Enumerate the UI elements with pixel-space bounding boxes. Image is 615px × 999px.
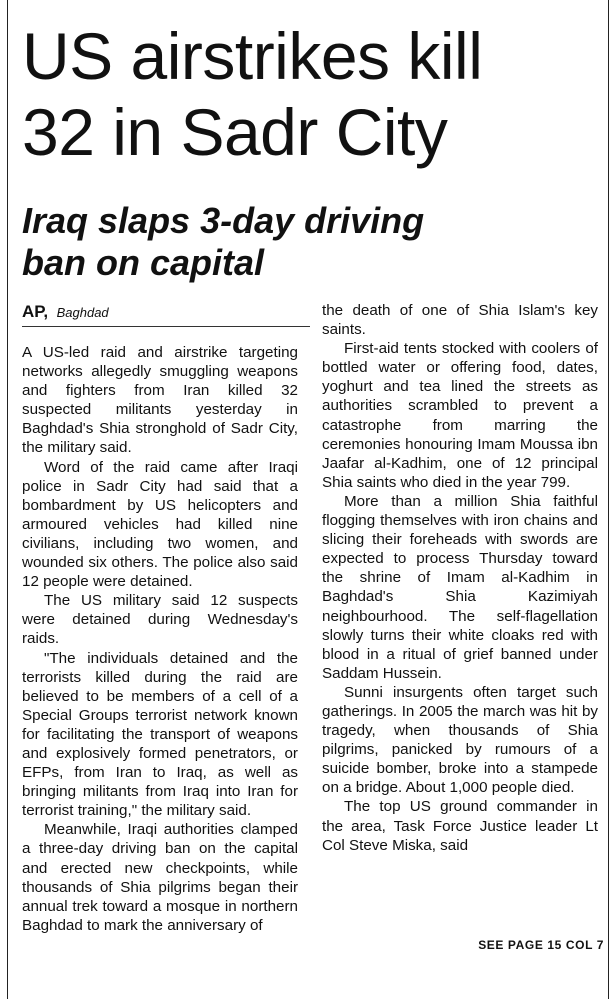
paragraph: More than a million Shia faithful flogging themselves with iron chains and slicing their foreheads with swords are expected to process Thursday toward the shrine of Imam al-Kadhim in Baghdad's Shia Kazimiyah neighbourhood. The self-flagellation slowly turns their white cloaks red with blood in a ritual of grief banned under Saddam Hussein. [322, 492, 598, 682]
paragraph: Word of the raid came after Iraqi police in Sadr City had said that a bombardment by US helicopters and armoured vehicles had killed nine civilians, including two women, and wounded six others. The police also said 12 people were detained. [22, 458, 298, 591]
right-column-rule [608, 0, 609, 999]
headline [22, 18, 608, 170]
paragraph: The top US ground commander in the area, Task Force Justice leader Lt Col Steve Miska, said [322, 798, 598, 854]
headline-line-1: US airstrikes kill [22, 19, 483, 93]
paragraph: Meanwhile, Iraqi authorities clamped a three-day driving ban on the capital and erected new checkpoints, while thousands of Shia pilgrims began their annual trek toward a mosque in northern Baghdad to mark the anniversary of [22, 821, 298, 934]
subheadline-line-2: ban on capital [22, 242, 265, 283]
continued-on-page-jump: SEE PAGE 15 COL 7 [478, 938, 604, 952]
paragraph: The US military said 12 suspects were detained during Wednesday's raids. [22, 592, 298, 648]
headline-line-2: 32 in Sadr City [22, 95, 448, 169]
paragraph: First-aid tents stocked with coolers of bottled water or offering food, dates, yoghurt and tea lined the streets as authorities scrambled to prevent a catastrophe from marring the ceremonies honouring Imam Moussa ibn Jaafar al-Kadhim, one of 12 principal Shia saints who died in the year 799. [322, 340, 598, 491]
paragraph: "The individuals detained and the terrorists killed during the raid are believed to be members of a cell of a Special Groups terrorist network known for facilitating the transport of weapons and explosively formed penetrators, or EFPs, from Iran to Iraq, as well as bringing militants from Iraq into Iran for terrorist training," the military said. [22, 649, 298, 820]
paragraph: the death of one of Shia Islam's key saints. [322, 302, 598, 339]
subheadline-line-1: Iraq slaps 3-day driving [22, 200, 425, 241]
byline-place: Baghdad [56, 305, 109, 320]
paragraph: A US-led raid and airstrike targeting networks allegedly smuggling weapons and fighters from Iran killed 32 suspected militants yesterday in Baghdad's Shia stronghold of Sadr City, the military said. [22, 344, 298, 457]
byline [22, 302, 310, 324]
subheadline [22, 200, 608, 284]
paragraph: Sunni insurgents often target such gatherings. In 2005 the march was hit by tragedy, when thousands of Shia pilgrims, panicked by rumours of a suicide bomber, broke into a stampede on a bridge. About 1,000 people died. [322, 683, 598, 797]
article-column-2 [322, 301, 598, 855]
article-column-1 [22, 343, 298, 935]
left-column-rule [7, 0, 8, 999]
byline-divider [22, 326, 310, 327]
byline-source: AP, [22, 302, 49, 321]
